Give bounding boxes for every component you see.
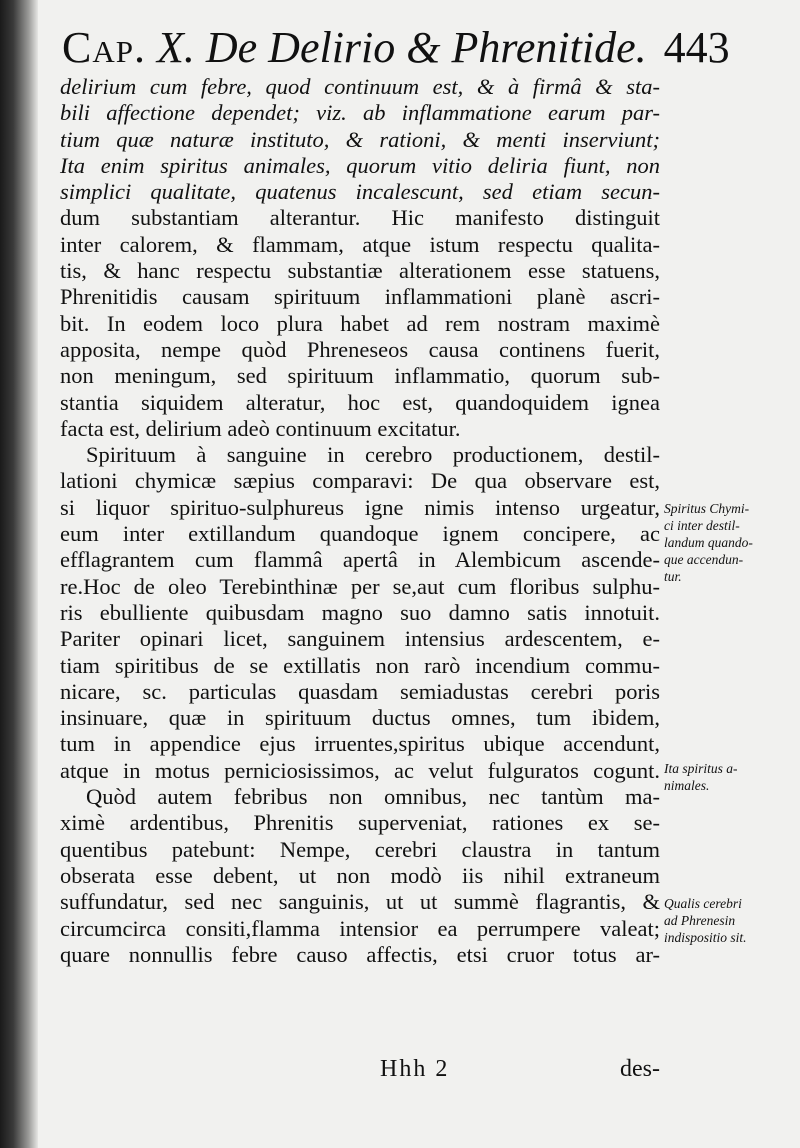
text-line: inter calorem, & flammam, atque istum respectu qualita- (60, 231, 660, 257)
margin-note-line: Spiritus Chymi- (664, 501, 750, 516)
text-line: lationi chymicæ sæpius comparavi: De qua observare est, (60, 468, 660, 494)
margin-note (664, 895, 800, 946)
margin-note-line: nimales. (664, 778, 710, 793)
text-line: apposita, nempe quòd Phreneseos causa continens fuerit, (60, 336, 660, 362)
text-line: Pariter opinari licet, sanguinem intensius ardescentem, e- (60, 626, 660, 652)
header-title: X. De Delirio & Phrenitide. (156, 23, 647, 72)
text-line: simplici qualitate, quatenus incalescunt, sed etiam secun- (60, 179, 660, 205)
text-line: Ita enim spiritus animales, quorum vitio deliria fiunt, non (60, 152, 660, 178)
text-line: Spirituum à sanguine in cerebro productionem, destil- (86, 442, 660, 468)
margin-note-line: ad Phrenesin (664, 913, 736, 928)
margin-note-line: ci inter destil- (664, 518, 740, 533)
margin-note (664, 760, 800, 794)
text-line: quentibus patebunt: Nempe, cerebri claustra in tantum (60, 836, 660, 862)
text-line: tum in appendice ejus irruentes,spiritus ubique accendunt, (60, 731, 660, 757)
margin-note-line: que accendun- (664, 552, 744, 567)
text-line: bit. In eodem loco plura habet ad rem nostram maximè (60, 310, 660, 336)
text-line: tium quæ naturæ instituto, & rationi, & menti inserviunt; (60, 126, 660, 152)
page-footer (60, 1054, 660, 1084)
text-line: re.Hoc de oleo Terebinthinæ per se,aut cum floribus sulphu- (60, 573, 660, 599)
text-line: Quòd autem febribus non omnibus, nec tantùm ma- (86, 784, 660, 810)
text-line: delirium cum febre, quod continuum est, & à firmâ & sta- (60, 74, 660, 99)
text-line: facta est, delirium adeò continuum excitatur. (60, 415, 461, 441)
text-line: quare nonnullis febre causo affectis, etsi cruor totus ar- (60, 941, 660, 967)
text-line: obserata esse debent, ut non modò iis nihil extraneum (60, 862, 660, 888)
main-text-block (60, 74, 660, 968)
page-number: 443 (663, 23, 730, 72)
margin-note-line: landum quando- (664, 535, 753, 550)
header-cap: Cap. (62, 23, 146, 72)
text-line: si liquor spirituo-sulphureus igne nimis intenso urgeatur, (60, 494, 660, 520)
text-line: circumcirca consiti,flamma intensior ea perrumpere valeat; (60, 915, 660, 941)
text-line: non meningum, sed spirituum inflammatio, quorum sub- (60, 363, 660, 389)
margin-note-line: indispositio sit. (664, 930, 747, 945)
text-line: Phrenitidis causam spirituum inflammationi planè ascri- (60, 284, 660, 310)
page-gutter-shadow (0, 0, 38, 1148)
text-line: stantia siquidem alteratur, hoc est, quandoquidem ignea (60, 389, 660, 415)
text-line: efflagrantem cum flammâ apertâ in Alembicum ascende- (60, 547, 660, 573)
catchword: des- (620, 1056, 660, 1082)
text-line: ximè ardentibus, Phrenitis superveniat, rationes ex se- (60, 810, 660, 836)
text-line: dum substantiam alterantur. Hic manifesto distinguit (60, 205, 660, 231)
signature-mark: Hhh 2 (380, 1056, 450, 1082)
margin-note-line: Qualis cerebri (664, 896, 742, 911)
margin-note (664, 500, 800, 585)
text-line: atque in motus perniciosissimos, ac velut fulguratos cogunt. (60, 757, 660, 783)
running-header (62, 18, 730, 78)
text-line: eum inter extillandum quandoque ignem concipere, ac (60, 521, 660, 547)
text-line: insinuare, quæ in spirituum ductus omnes, tum ibidem, (60, 705, 660, 731)
margin-note-line: tur. (664, 569, 682, 584)
text-line: suffundatur, sed nec sanguinis, ut ut summè flagrantis, & (60, 889, 660, 915)
margin-note-line: Ita spiritus a- (664, 761, 738, 776)
text-line: tiam spiritibus de se extillatis non rarò incendium commu- (60, 652, 660, 678)
text-line: bili affectione dependet; viz. ab inflammatione earum par- (60, 100, 660, 126)
text-line: ris ebulliente quibusdam magno suo damno satis innotuit. (60, 599, 660, 625)
text-line: nicare, sc. particulas quasdam semiadustas cerebri poris (60, 678, 660, 704)
text-line: tis, & hanc respectu substantiæ alterationem esse statuens, (60, 258, 660, 284)
